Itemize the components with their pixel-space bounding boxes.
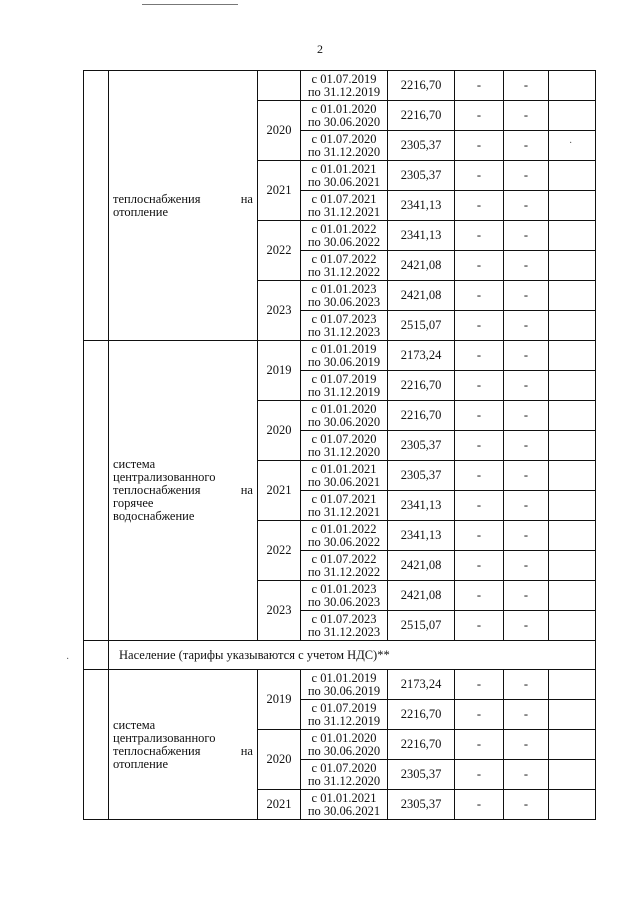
empty-cell: [549, 431, 596, 461]
period-from: с 01.01.2021: [311, 790, 377, 805]
period-from: с 01.01.2023: [311, 581, 377, 596]
period-to: по 31.12.2021: [307, 504, 381, 519]
year-cell: 2023: [258, 281, 301, 341]
period-cell: [301, 221, 388, 251]
tariff-value: 2421,08: [388, 251, 455, 281]
period-cell: [301, 401, 388, 431]
service-name-cell: [109, 341, 258, 641]
dash-cell: -: [504, 71, 549, 101]
period-from: с 01.01.2022: [311, 521, 377, 536]
dash-cell: -: [504, 431, 549, 461]
header-rule: [142, 4, 238, 5]
period-cell: [301, 161, 388, 191]
period-cell: [301, 431, 388, 461]
period-from: с 01.01.2021: [311, 461, 377, 476]
period-cell: [301, 611, 388, 641]
dash-cell: -: [455, 760, 504, 790]
period-to: по 30.06.2021: [307, 174, 381, 189]
tariff-value: 2216,70: [388, 71, 455, 101]
empty-cell: [549, 131, 596, 161]
period-from: с 01.01.2020: [311, 730, 377, 745]
dash-cell: -: [455, 221, 504, 251]
year-cell: 2021: [258, 790, 301, 820]
period-cell: [301, 551, 388, 581]
dash-cell: -: [455, 281, 504, 311]
year-cell: 2021: [258, 161, 301, 221]
period-from: с 01.07.2022: [311, 551, 377, 566]
period-from: с 01.07.2019: [311, 71, 377, 86]
empty-cell: [549, 251, 596, 281]
period-from: с 01.07.2020: [311, 760, 377, 775]
tariff-value: 2341,13: [388, 521, 455, 551]
period-from: с 01.07.2019: [311, 371, 377, 386]
period-to: по 31.12.2019: [307, 713, 381, 728]
period-from: с 01.01.2022: [311, 221, 377, 236]
period-to: по 31.12.2022: [307, 264, 381, 279]
tariff-value: 2421,08: [388, 281, 455, 311]
dash-cell: -: [455, 131, 504, 161]
row-number-cell: [84, 641, 109, 670]
service-name-line: централизованного: [113, 730, 216, 745]
year-cell: 2022: [258, 521, 301, 581]
period-from: с 01.07.2023: [311, 311, 377, 326]
period-from: с 01.01.2021: [311, 161, 377, 176]
year-cell: 2019: [258, 341, 301, 401]
service-name-line: теплоснабжения на: [113, 483, 253, 497]
table-row: [84, 71, 596, 101]
empty-cell: [549, 401, 596, 431]
period-cell: [301, 251, 388, 281]
empty-cell: [549, 790, 596, 820]
table-row: [84, 670, 596, 700]
dash-cell: -: [504, 611, 549, 641]
period-to: по 30.06.2019: [307, 683, 381, 698]
period-cell: [301, 101, 388, 131]
service-name-cell: [109, 71, 258, 341]
dash-cell: -: [455, 311, 504, 341]
empty-cell: [549, 670, 596, 700]
tariff-value: 2305,37: [388, 161, 455, 191]
dash-cell: -: [455, 790, 504, 820]
tariff-value: 2216,70: [388, 401, 455, 431]
tariff-table: [83, 70, 596, 820]
dash-cell: -: [455, 341, 504, 371]
service-name-cell: [109, 670, 258, 820]
tariff-value: 2341,13: [388, 221, 455, 251]
tariff-value: 2173,24: [388, 670, 455, 700]
service-name-line: теплоснабжения на: [113, 191, 253, 206]
service-name: [113, 719, 253, 771]
period-to: по 31.12.2020: [307, 444, 381, 459]
service-name-line: система: [113, 457, 156, 471]
period-cell: [301, 461, 388, 491]
period-to: по 30.06.2020: [307, 414, 381, 429]
tariff-value: 2515,07: [388, 611, 455, 641]
dash-cell: -: [504, 581, 549, 611]
empty-cell: [549, 491, 596, 521]
period-cell: [301, 581, 388, 611]
dash-cell: -: [504, 491, 549, 521]
period-to: по 30.06.2023: [307, 594, 381, 609]
year-cell: 2022: [258, 221, 301, 281]
section-row: [84, 641, 596, 670]
service-name-line: отопление: [113, 756, 169, 771]
period-from: с 01.01.2019: [311, 670, 377, 685]
tariff-value: 2421,08: [388, 551, 455, 581]
dash-cell: -: [455, 491, 504, 521]
period-from: с 01.07.2019: [311, 700, 377, 715]
year-cell: 2020: [258, 101, 301, 161]
period-cell: [301, 521, 388, 551]
dash-cell: -: [455, 371, 504, 401]
tariff-value: 2341,13: [388, 491, 455, 521]
tariff-value: 2216,70: [388, 371, 455, 401]
tariff-value: 2216,70: [388, 700, 455, 730]
period-from: с 01.01.2020: [311, 401, 377, 416]
empty-cell: [549, 371, 596, 401]
dash-cell: -: [455, 461, 504, 491]
empty-cell: [549, 521, 596, 551]
tariff-value: 2305,37: [388, 131, 455, 161]
dash-cell: -: [455, 730, 504, 760]
period-to: по 31.12.2019: [307, 384, 381, 399]
service-name: [113, 458, 253, 523]
dash-cell: -: [455, 521, 504, 551]
empty-cell: [549, 101, 596, 131]
dash-cell: -: [455, 670, 504, 700]
service-name-line: система: [113, 717, 156, 732]
period-from: с 01.07.2021: [311, 491, 377, 506]
period-to: по 30.06.2021: [307, 803, 381, 818]
period-to: по 30.06.2020: [307, 743, 381, 758]
dash-cell: -: [455, 251, 504, 281]
period-from: с 01.01.2019: [311, 341, 377, 356]
period-to: по 30.06.2019: [307, 354, 381, 369]
tariff-value: 2305,37: [388, 790, 455, 820]
period-cell: [301, 71, 388, 101]
period-from: с 01.07.2022: [311, 251, 377, 266]
period-cell: [301, 670, 388, 700]
year-cell: 2020: [258, 401, 301, 461]
empty-cell: [549, 281, 596, 311]
period-to: по 30.06.2021: [307, 474, 381, 489]
page-number: 2: [317, 42, 323, 56]
empty-cell: [549, 221, 596, 251]
dash-cell: -: [504, 670, 549, 700]
period-to: по 30.06.2022: [307, 534, 381, 549]
empty-cell: [549, 341, 596, 371]
dash-cell: -: [504, 790, 549, 820]
year-cell: 2023: [258, 581, 301, 641]
tariff-value: 2305,37: [388, 461, 455, 491]
period-to: по 31.12.2023: [307, 624, 381, 639]
period-to: по 31.12.2021: [307, 204, 381, 219]
empty-cell: [549, 461, 596, 491]
empty-cell: [549, 311, 596, 341]
period-from: с 01.01.2023: [311, 281, 377, 296]
dash-cell: -: [504, 311, 549, 341]
scan-speck: ·: [66, 654, 70, 665]
dash-cell: -: [504, 131, 549, 161]
dash-cell: -: [455, 191, 504, 221]
period-cell: [301, 371, 388, 401]
period-cell: [301, 491, 388, 521]
service-name-line: водоснабжение: [113, 509, 195, 523]
period-cell: [301, 131, 388, 161]
empty-cell: [549, 700, 596, 730]
scan-speck: ·: [569, 138, 573, 149]
period-cell: [301, 790, 388, 820]
table-row: [84, 341, 596, 371]
period-from: с 01.07.2020: [311, 431, 377, 446]
dash-cell: -: [504, 700, 549, 730]
service-name: [113, 193, 253, 219]
tariff-value: 2173,24: [388, 341, 455, 371]
period-to: по 30.06.2023: [307, 294, 381, 309]
dash-cell: -: [455, 401, 504, 431]
dash-cell: -: [455, 161, 504, 191]
dash-cell: -: [504, 161, 549, 191]
tariff-value: 2305,37: [388, 431, 455, 461]
row-number-cell: [84, 341, 109, 641]
period-to: по 31.12.2019: [307, 84, 381, 99]
service-name-line: горячее: [113, 496, 154, 510]
row-number-cell: [84, 670, 109, 820]
dash-cell: -: [455, 101, 504, 131]
dash-cell: -: [504, 401, 549, 431]
period-to: по 31.12.2022: [307, 564, 381, 579]
period-to: по 31.12.2020: [307, 144, 381, 159]
empty-cell: [549, 551, 596, 581]
dash-cell: -: [504, 341, 549, 371]
service-name-line: централизованного: [113, 470, 216, 484]
dash-cell: -: [504, 760, 549, 790]
period-to: по 31.12.2023: [307, 324, 381, 339]
dash-cell: -: [504, 521, 549, 551]
dash-cell: -: [504, 281, 549, 311]
period-cell: [301, 311, 388, 341]
period-cell: [301, 730, 388, 760]
tariff-value: 2305,37: [388, 760, 455, 790]
empty-cell: [549, 581, 596, 611]
tariff-value: 2341,13: [388, 191, 455, 221]
empty-cell: [549, 161, 596, 191]
dash-cell: -: [504, 251, 549, 281]
year-cell: 2021: [258, 461, 301, 521]
dash-cell: -: [504, 461, 549, 491]
dash-cell: -: [455, 700, 504, 730]
period-from: с 01.01.2020: [311, 101, 377, 116]
section-title: Население (тарифы указываются с учетом НДС)**: [109, 641, 596, 670]
period-cell: [301, 281, 388, 311]
period-cell: [301, 760, 388, 790]
period-from: с 01.07.2021: [311, 191, 377, 206]
period-cell: [301, 191, 388, 221]
period-to: по 30.06.2020: [307, 114, 381, 129]
tariff-value: 2515,07: [388, 311, 455, 341]
empty-cell: [549, 191, 596, 221]
tariff-value: 2216,70: [388, 101, 455, 131]
dash-cell: -: [504, 730, 549, 760]
tariff-value: 2421,08: [388, 581, 455, 611]
dash-cell: -: [455, 551, 504, 581]
period-cell: [301, 341, 388, 371]
period-from: с 01.07.2023: [311, 611, 377, 626]
year-cell: [258, 71, 301, 101]
empty-cell: [549, 730, 596, 760]
service-name-line: теплоснабжения на: [113, 743, 253, 758]
year-cell: 2019: [258, 670, 301, 730]
dash-cell: -: [455, 431, 504, 461]
empty-cell: [549, 760, 596, 790]
year-cell: 2020: [258, 730, 301, 790]
row-number-cell: [84, 71, 109, 341]
dash-cell: -: [455, 71, 504, 101]
empty-cell: [549, 71, 596, 101]
period-cell: [301, 700, 388, 730]
dash-cell: -: [504, 551, 549, 581]
dash-cell: -: [455, 611, 504, 641]
dash-cell: -: [504, 371, 549, 401]
dash-cell: -: [455, 581, 504, 611]
period-from: с 01.07.2020: [311, 131, 377, 146]
period-to: по 30.06.2022: [307, 234, 381, 249]
empty-cell: [549, 611, 596, 641]
dash-cell: -: [504, 221, 549, 251]
tariff-value: 2216,70: [388, 730, 455, 760]
period-to: по 31.12.2020: [307, 773, 381, 788]
dash-cell: -: [504, 101, 549, 131]
dash-cell: -: [504, 191, 549, 221]
service-name-line: отопление: [113, 204, 169, 219]
